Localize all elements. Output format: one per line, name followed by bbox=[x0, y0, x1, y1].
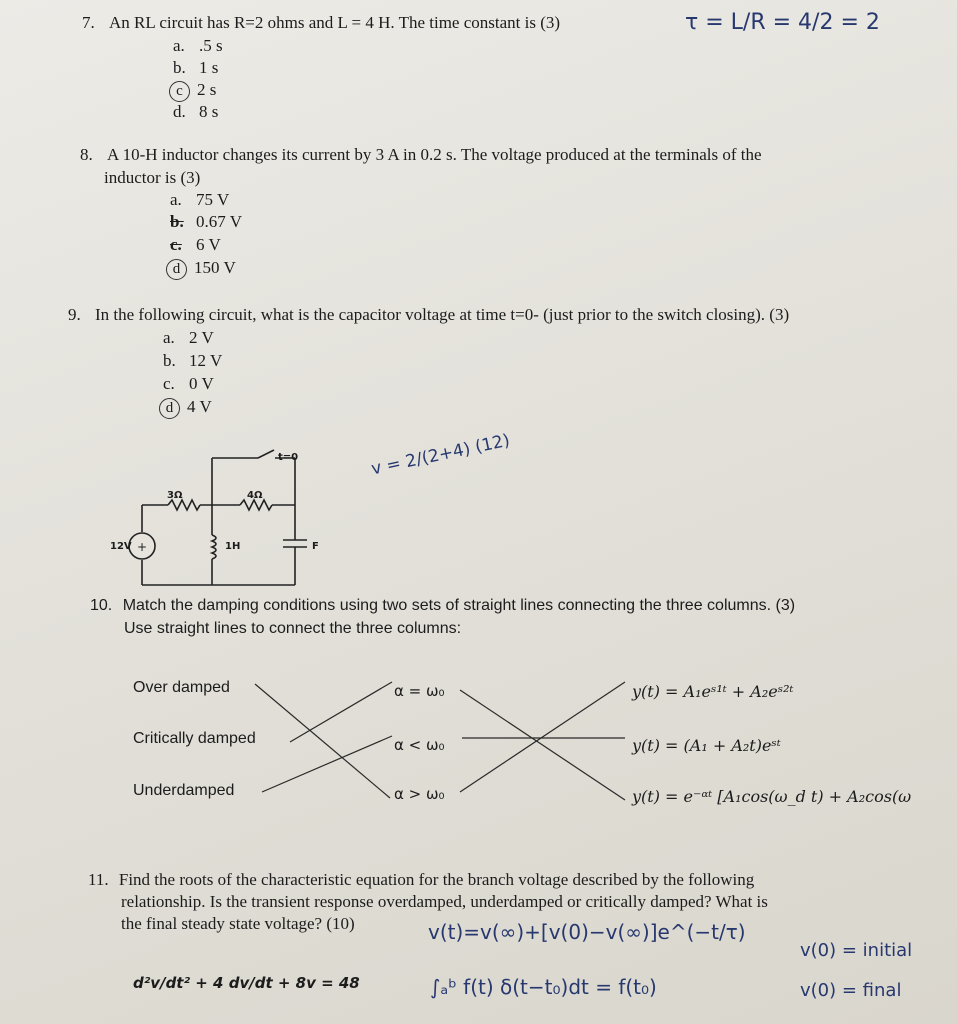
rlc-circuit-diagram bbox=[100, 440, 360, 600]
condition-alpha-greater[interactable]: α > ω₀ bbox=[394, 785, 445, 803]
circled-mark: d bbox=[166, 259, 187, 280]
source-label: 12V bbox=[110, 541, 132, 552]
option-d[interactable]: d 4 V bbox=[163, 397, 212, 419]
handwritten-sifting-property: ∫ₐᵇ f(t) δ(t−t₀)dt = f(t₀) bbox=[430, 975, 657, 999]
question-text-line1: Match the damping conditions using two sets of straight lines connecting the three columns. (3) bbox=[122, 597, 796, 614]
option-a[interactable]: a. 2 V bbox=[163, 328, 214, 347]
option-b[interactable]: b. 12 V bbox=[163, 351, 223, 370]
switch-label: t=0 bbox=[278, 452, 299, 463]
damping-critically[interactable]: Critically damped bbox=[133, 730, 256, 747]
inductor-label: 1H bbox=[225, 541, 241, 552]
question-text-line1: Find the roots of the characteristic equation for the branch voltage described by the following bbox=[118, 870, 755, 889]
question-9 bbox=[68, 304, 789, 326]
question-10 bbox=[90, 597, 795, 615]
option-d[interactable]: d 150 V bbox=[170, 258, 236, 280]
question-text-line2: relationship. Is the transient response overdamped, underdamped or critically damped? What is bbox=[121, 892, 768, 911]
handwritten-tau: τ = L/R = 4/2 = 2 bbox=[685, 10, 880, 35]
response-underdamped[interactable]: y(t) = e⁻ᵅᵗ [A₁cos(ω_d t) + A₂cos(ω bbox=[632, 787, 912, 806]
question-7 bbox=[82, 12, 560, 34]
option-c[interactable]: c. 0 V bbox=[163, 374, 214, 393]
question-11 bbox=[88, 869, 754, 891]
matching-lines bbox=[240, 670, 640, 810]
option-a[interactable]: a. .5 s bbox=[173, 36, 223, 55]
option-a[interactable]: a. 75 V bbox=[170, 190, 230, 209]
damping-overdamped[interactable]: Over damped bbox=[133, 679, 230, 696]
question-8 bbox=[80, 144, 762, 166]
question-text: An RL circuit has R=2 ohms and L = 4 H. The time constant is (3) bbox=[109, 13, 561, 32]
differential-equation: d²v/dt² + 4 dv/dt + 8v = 48 bbox=[133, 974, 360, 992]
handwritten-solution-formula: v(t)=v(∞)+[v(0)−v(∞)]e^(−t/τ) bbox=[428, 920, 746, 944]
question-text-line1: A 10-H inductor changes its current by 3 A in 0.2 s. The voltage produced at the terminals of the bbox=[107, 145, 762, 164]
damping-underdamped[interactable]: Underdamped bbox=[133, 782, 235, 799]
option-b[interactable]: b. 1 s bbox=[173, 58, 219, 77]
option-c[interactable]: c. 6 V bbox=[170, 235, 221, 254]
question-text: In the following circuit, what is the capacitor voltage at time t=0- (just prior to the switch closing). (3) bbox=[95, 305, 790, 324]
question-number: 11. bbox=[88, 870, 109, 889]
question-text-line2: Use straight lines to connect the three columns: bbox=[124, 620, 462, 637]
handwritten-voltage-divider: v = 2/(2+4) (12) bbox=[369, 430, 512, 480]
option-d[interactable]: d. 8 s bbox=[173, 102, 219, 121]
condition-alpha-equal[interactable]: α = ω₀ bbox=[394, 682, 445, 700]
resistor-2-label: 4Ω bbox=[247, 490, 263, 501]
question-number: 7. bbox=[82, 13, 95, 32]
capacitor-label: F bbox=[312, 541, 319, 552]
circled-mark: c bbox=[169, 81, 190, 102]
question-text-line3: the final steady state voltage? (10) bbox=[121, 914, 355, 933]
option-b[interactable]: b. 0.67 V bbox=[170, 212, 242, 231]
handwritten-note-final: v(0) = final bbox=[800, 980, 902, 1001]
question-number: 8. bbox=[80, 145, 93, 164]
question-text-line2: inductor is (3) bbox=[104, 168, 201, 187]
question-number: 10. bbox=[90, 597, 113, 614]
svg-text:+: + bbox=[137, 540, 148, 554]
resistor-1-label: 3Ω bbox=[167, 490, 183, 501]
response-overdamped[interactable]: y(t) = A₁eˢ¹ᵗ + A₂eˢ²ᵗ bbox=[632, 682, 794, 701]
handwritten-note-initial: v(0) = initial bbox=[800, 940, 913, 961]
circled-mark: d bbox=[159, 398, 180, 419]
condition-alpha-less[interactable]: α < ω₀ bbox=[394, 736, 445, 754]
option-c[interactable]: c 2 s bbox=[173, 80, 216, 102]
question-number: 9. bbox=[68, 305, 81, 324]
response-critically[interactable]: y(t) = (A₁ + A₂t)eˢᵗ bbox=[632, 736, 781, 755]
